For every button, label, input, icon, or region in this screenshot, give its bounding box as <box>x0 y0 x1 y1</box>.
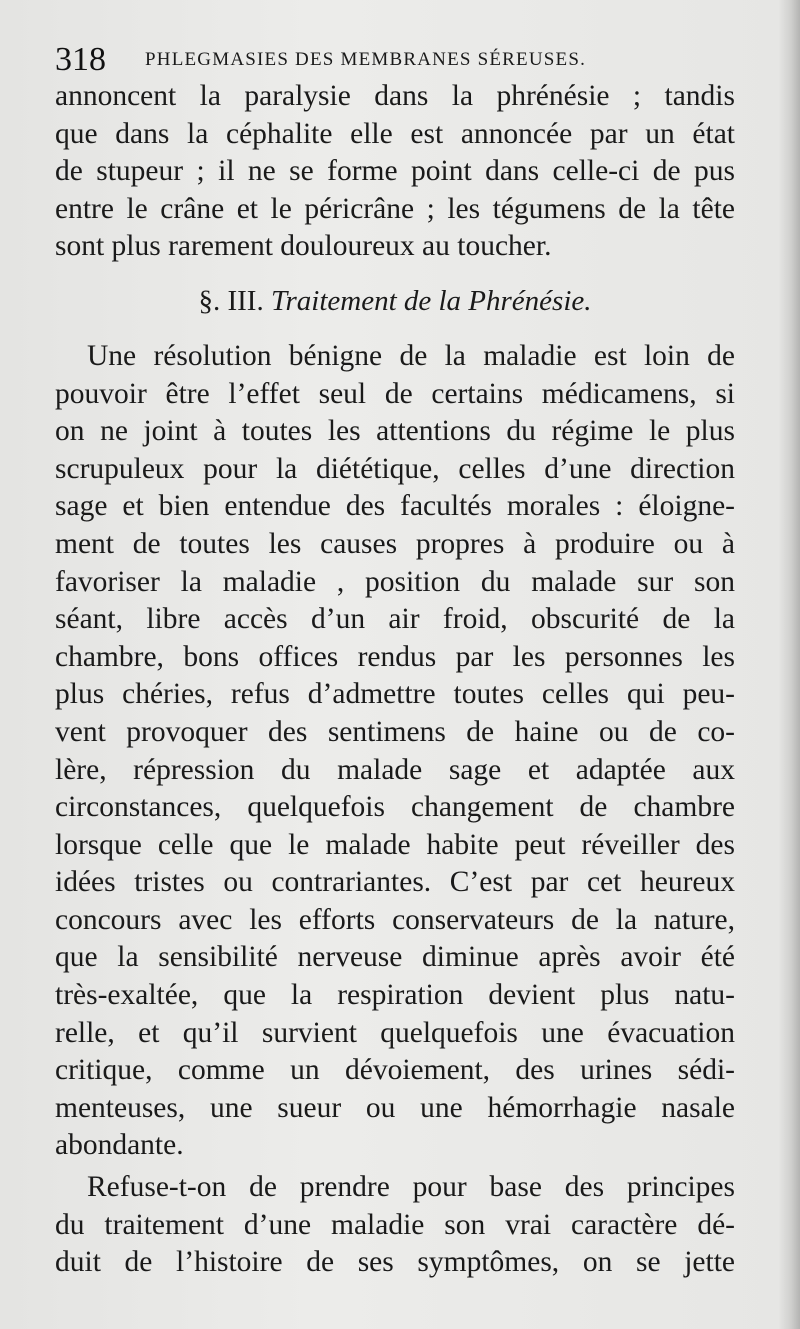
text-line: idées tristes ou contrariantes. C’est par cet heureux <box>55 866 735 899</box>
text-line: on ne joint à toutes les attentions du régime le plus <box>55 415 735 448</box>
text-line: duit de l’histoire de ses symptômes, on se jette <box>55 1246 735 1279</box>
text-line: que dans la céphalite elle est annoncée par un état <box>55 117 735 150</box>
text-line: sont plus rarement douloureux au toucher. <box>55 230 552 263</box>
text-line: que la sensibilité nerveuse diminue après avoir été <box>55 941 735 974</box>
section-heading <box>55 270 735 332</box>
text-line: circonstances, quelquefois changement de chambre <box>55 791 735 824</box>
text-line: chambre, bons offices rendus par les personnes les <box>55 640 735 673</box>
text-line: menteuses, une sueur ou une hémorrhagie nasale <box>55 1091 735 1124</box>
text-line: lorsque celle que le malade habite peut réveiller des <box>55 828 735 861</box>
page-header <box>55 40 755 80</box>
text-line: relle, et qu’il survient quelquefois une évacuation <box>55 1016 735 1049</box>
page-number: 318 <box>55 41 106 78</box>
text-line: Une résolution bénigne de la maladie est loin de <box>87 339 735 372</box>
text-line: annoncent la paralysie dans la phrénésie ; tandis <box>55 80 735 112</box>
text-line: abondante. <box>55 1129 184 1162</box>
text-line: du traitement d’une maladie son vrai caractère dé- <box>55 1208 735 1241</box>
text-line: pouvoir être l’effet seul de certains médicamens, si <box>55 377 735 410</box>
text-line: séant, libre accès d’un air froid, obscurité de la <box>55 603 735 636</box>
text-line: critique, comme un dévoiement, des urines sédi- <box>55 1054 735 1087</box>
text-line: entre le crâne et le péricrâne ; les tégumens de la tête <box>55 192 735 225</box>
text-line: de stupeur ; il ne se forme point dans celle-ci de pus <box>55 155 735 188</box>
section-title: Traitement de la Phrénésie. <box>270 284 592 317</box>
text-line: plus chéries, refus d’admettre toutes celles qui peu- <box>55 678 735 711</box>
text-line: concours avec les efforts conservateurs de la nature, <box>55 903 735 936</box>
text-line: lère, répression du malade sage et adaptée aux <box>55 753 735 786</box>
text-line: favoriser la maladie , position du malade sur son <box>55 565 735 598</box>
running-head: PHLEGMASIES DES MEMBRANES SÉREUSES. <box>145 49 587 70</box>
text-line: scrupuleux pour la diététique, celles d’une direction <box>55 452 735 485</box>
text-line: vent provoquer des sentimens de haine ou de co- <box>55 715 735 748</box>
text-line: Refuse-t-on de prendre pour base des principes <box>87 1171 735 1204</box>
text-line: très-exaltée, que la respiration devient plus natu- <box>55 979 735 1012</box>
body-text <box>55 78 735 1282</box>
section-number: §. III. <box>198 284 264 317</box>
text-line: ment de toutes les causes propres à produire ou à <box>55 527 735 560</box>
text-line: sage et bien entendue des facultés morales : éloigne- <box>55 490 735 523</box>
page-edge-shadow <box>778 0 800 1329</box>
